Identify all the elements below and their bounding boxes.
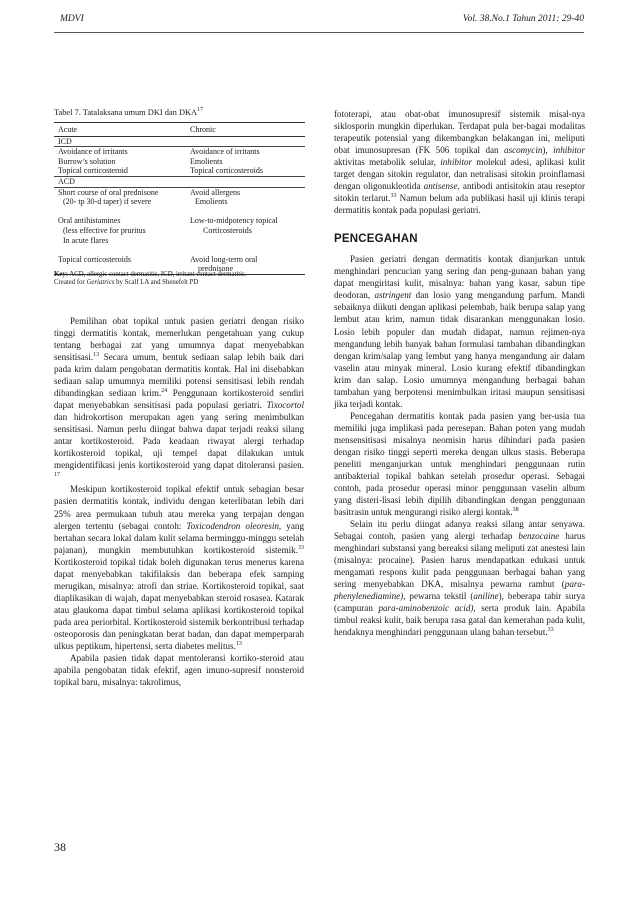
left-column: [54, 315, 304, 688]
cell-chronic: [186, 245, 305, 255]
cell-acute: Short course of oral prednisone: [58, 187, 159, 197]
paragraph: Pemilihan obat topikal untuk pasien geriatri dengan risiko tinggi dermatitis kontak, memerlukan pengetahuan yang cukup tentang berbagai zat yang umumnya dapat menyebabkan sensitisasi.$^{13}$ Secara umum, bentuk sediaan salap lebih baik dari pada krim dalam pengobatan dermatitis kontak. Hal ini disebabkan sediaan salap umumnya memiliki potensi sensitisasi lebih rendah dibandingkan sediaan krim.$^{24}$ Penggunaan kortikosteroid sendiri dapat menyebabkan sensitisasi pada populasi geriatri. Tixocortol dan hidrokortison merupakan agen yang sering menimbulkan sensitisasi. Namun perlu diingat bahwa dapat terjadi reaksi silang antar kortikosteroid. Pada keadaan riwayat alergi terhadap kortikosteroid topikal, uji tempel dapat dilakukan untuk mengidentifikasi jenis kortikosteroid yang dapat ditoleransi pasien. $^{17}$: [54, 316, 304, 479]
table-row: [54, 188, 305, 198]
table-row: [54, 157, 305, 167]
volume-info: Vol. 38.No.1 Tahun 2011: 29-40: [462, 14, 584, 24]
group-icd: ICD: [54, 137, 305, 148]
paragraph: fototerapi, atau obat-obat imunosupresif sistemik misal-nya siklosporin mungkin diperlukan. Terdapat pula ber-bagai modalitas terapeutik potensial yang dikembangkan belakangan ini, meliputi obat imunosupresan (FK 506 topikal dan ascomycin), inhibitor aktivitas metabolik selular, inhibitor molekul adesi, aplikasi kulit target dengan sitokin regulator, dan netralisasi sitokin proinflamasi dengan oligonukleotida antisense, antibodi antisitokin atau reseptor sitokin terlarut.$^{33}$ Namun belum ada publikasi hasil uji klinis terapi dermatitis kontak pada populasi geriatri.: [334, 109, 586, 216]
cell-acute: Oral antihistamines: [58, 216, 121, 226]
paragraph: Meskipun kortikosteroid topikal efektif untuk sebagian besar pasien dermatitis kontak, individu dengan keterlibatan lebih dari 25% area permukaan tubuh atau mereka yang terpajan dengan alergen tertentu (sebagai contoh: Toxicodendron oleoresin, yang bertahan secara lokal dalam kulit selama berminggu-minggu setelah pajanan), mungkin membutuhkan kortikosteroid sistemik.$^{33}$ Kortikosteroid topikal tidak boleh digunakan terus menerus karena dapat menyebabkan takifilaksis dan beberapa efek samping merugikan, misalnya: atrofi dan striae. Kortikosteroid topikal, saat diaplikasikan di wajah, dapat menyebabkan steroid rosasea. Katarak atau glaukoma dapat timbul selama aplikasi kortikosteroid topikal pada area periorbital. Kortikosteroid sistemik berkontribusi terhadap osteoporosis dan peningkatan berat badan, dan dapat memperparah ulkus peptikum, hipertensi, serta diabetes melitus.$^{13}$: [54, 484, 304, 651]
table-row: [54, 255, 305, 265]
cell-chronic: Low-to-midpotency topical: [190, 216, 278, 226]
cell-chronic: prednisone: [198, 264, 234, 274]
cell-acute: Avoidance of irritants: [58, 147, 128, 157]
cell-chronic: Avoid allergens: [190, 187, 241, 197]
cell-acute: [54, 245, 186, 255]
table-key: [54, 271, 306, 287]
cell-chronic: Topical corticosteroids: [190, 166, 263, 176]
cell-acute: Topical corticosteroids: [58, 254, 131, 264]
paragraph: Pencegahan dermatitis kontak pada pasien yang ber-usia tua memiliki juga implikasi pada peresepan. Bahan poten yang mudah mensensitisasi misalnya neomisin harus dihindari pada pasien dengan risiko tinggi seperti mereka dengan ulkus stasis. Beberapa peneliti menganjurkan untuk menghindari penggunaan rutin antibakterial topikal bahkan setelah prosedur operasi. Sebagai contoh, pada prosedur operasi minor penggunaan vaselin album yang disteri-lisasi lebih dipilih dibandingkan dengan penggunaan basitrasin untuk mengurangi risiko alergi kontak.$^{38}$: [334, 410, 585, 517]
right-column: [334, 108, 585, 638]
paragraph: Apabila pasien tidak dapat mentoleransi kortiko-steroid atau apabila pengobatan tidak efektif, agen imuno-supresif nonsteroid topikal baru, misalnya: takrolimus,: [54, 652, 304, 687]
journal-name: MDVI: [60, 14, 84, 24]
table-row: [54, 166, 305, 176]
paragraph: Pasien geriatri dengan dermatitis kontak dianjurkan untuk menghindari pencucian yang sering dan peng-gunaan bahan yang dapat mengiritasi kulit, misalnya: bahan yang kasar, sabun tipe deodoran, astringent dan losio yang mengandung parfum. Mandi sebaiknya diikuti dengan aplikasi pelembab, baik berupa salap yang lembut atau krim, namun tidak disarankan menggunakan losio. Losio lebih populer dan mudah didapat, namun rejimen-nya mengandung lebih banyak bahan formulasi tambahan dibandingkan dengan krim/salap yang lembut yang hanya mengandung air dalam vaselin atau minyak mineral. Losio kurang efektif dibandingkan krim dan salap. Losio umumnya mengandung berbagai bahan tambahan yang berpotensi menimbulkan iritasi maupun sensitisasi jika terjadi kontak.: [334, 254, 585, 409]
cell-acute: Burrow’s solution: [58, 156, 116, 166]
table-header-row: [54, 123, 305, 137]
col-chronic: Chronic: [190, 125, 216, 134]
table-row: [54, 245, 305, 255]
cell-acute: (less effective for pruritus: [63, 225, 146, 235]
cell-acute: (20- tp 30-d taper) if severe: [63, 197, 152, 207]
table-row: [54, 147, 305, 157]
key-label: Key:: [54, 271, 68, 278]
col-acute: Acute: [58, 125, 78, 134]
cell-chronic: Avoidance of irritants: [190, 147, 260, 157]
cell-acute: [54, 207, 186, 217]
cell-acute: In acute flares: [63, 235, 109, 245]
table-row: [54, 216, 305, 226]
table-row: [54, 207, 305, 217]
section-title: PENCEGAHAN: [334, 233, 418, 246]
cell-chronic: Emolients: [190, 156, 223, 166]
treatment-table: [54, 122, 305, 275]
table-row: [54, 197, 305, 207]
table-caption: Tabel 7. Tatalaksana umum DKI dan DKA$^{17}$: [54, 107, 204, 117]
table-row: [54, 236, 305, 246]
icd-rows: [54, 147, 305, 176]
page-number: 38: [54, 840, 66, 854]
group-acd: ACD: [54, 176, 305, 188]
cell-chronic: [186, 207, 305, 217]
cell-acute: Topical corticosteroid: [58, 166, 128, 176]
cell-chronic: [191, 236, 305, 246]
table-row: [54, 226, 305, 236]
cell-chronic: Corticosteroids: [203, 225, 252, 235]
table-credit: Created for Geriatrics by Scalf LA and Shenefelt PD: [54, 279, 199, 287]
cell-chronic: Emolients: [195, 197, 228, 207]
key-text: ACD, allergic contact dermatitis, ICD, irritant contact dermatitis.: [69, 271, 247, 278]
paragraph: Selain itu perlu diingat adanya reaksi silang antar senyawa. Sebagai contoh, pasien yang alergi terhadap benzocaine harus menghindari substansi yang bereaksi silang meliputi zat anestesi lain (misalnya: procaine). Pasien harus mendapatkan edukasi untuk mengamati respons kulit pada penggunaan berbagai bahan yang sering menyebabkan DKA, misalnya pewarna rambut (para-phenylenediamine), pewarna tekstil (aniline), beberapa tabir surya (campuran para-aminobenzoic acid), serta produk lain. Apabila timbul reaksi kulit, baik berupa rasa gatal dan kemerahan pada kulit, hendaknya menghindari penggunaan ulang bahan tersebut.$^{33}$: [334, 519, 586, 638]
acd-rows: [54, 188, 305, 274]
cell-chronic: Avoid long-term oral: [190, 254, 258, 264]
running-header: [54, 14, 584, 33]
